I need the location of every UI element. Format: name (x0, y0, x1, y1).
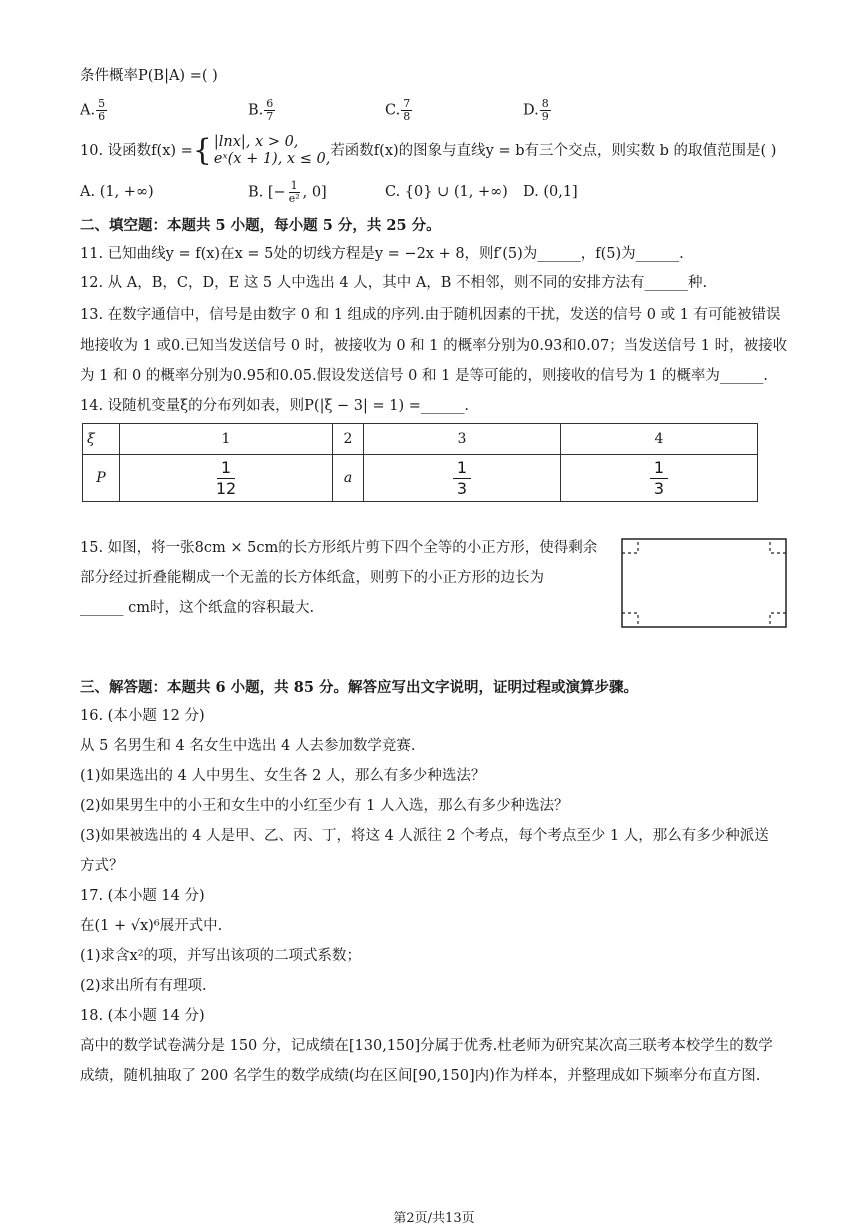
fraction: $\frac{1}{12}$ (215, 457, 237, 498)
q14-question: 14. 设随机变量ξ的分布列如表，则P(|ξ − 3| = 1) =______. (80, 398, 470, 414)
table-cell: 1 (120, 424, 333, 455)
q9-option-a[interactable] (80, 98, 108, 123)
option-fraction: $\frac{6}{7}$ (266, 97, 274, 123)
q13-line-3: 为 1 和 0 的概率分别为0.95和0.05.假设发送信号 0 和 1 是等可能的，则接收的信号为 1 的概率为______. (80, 368, 769, 384)
table-cell: P (83, 455, 120, 502)
q16-part-3-cont: 方式？ (80, 858, 124, 874)
q11-question: 11. 已知曲线y = f(x)在x = 5处的切线方程是y = −2x + 8，则f′(5)为______，f(5)为______. (80, 246, 684, 262)
option-fraction: $\frac{8}{9}$ (541, 97, 549, 123)
q16-part-3: (3)如果被选出的 4 人是甲、乙、丙、丁，将这 4 人派往 2 个考点，每个考点至少 1 人，那么有多少种派送 (80, 828, 769, 844)
q13-line-1: 13. 在数字通信中，信号是由数字 0 和 1 组成的序列.由于随机因素的干扰，发送的信号 0 或 1 有可能被错误 (80, 307, 781, 323)
q10-option-c[interactable]: C. {0} ∪ (1, +∞) (385, 184, 508, 200)
q17-part-2: (2)求出所有有理项. (80, 978, 207, 994)
page-footer: 第2页/共13页 (393, 1211, 475, 1226)
q10-suffix: 若函数f(x)的图象与直线y = b有三个交点，则实数 b 的取值范围是( ) (330, 143, 777, 159)
option-label: B. (248, 102, 264, 119)
table-cell: 3 (364, 424, 561, 455)
q9-option-b[interactable] (248, 98, 276, 123)
q10-question (80, 133, 776, 169)
q15-line-1: 15. 如图，将一张8cm × 5cm的长方形纸片剪下四个全等的小正方形，使得剩余 (80, 540, 598, 556)
q15-line-2: 部分经过折叠能糊成一个无盖的长方体纸盒，则剪下的小正方形的边长为 (80, 570, 544, 586)
option-text-after: , 0] (302, 184, 327, 201)
q10-option-a[interactable]: A. (1, +∞) (80, 184, 154, 200)
q13-line-2: 地接收为 1 或0.已知当发送信号 0 时，被接收为 0 和 1 的概率分别为0.93和0.07；当发送信号 1 时，被接收 (80, 338, 788, 354)
q9-condition-text: 条件概率P(B|A) =( ) (80, 68, 218, 84)
q10-prefix: 10. 设函数f(x) = (80, 143, 193, 159)
q17-header: 17. (本小题 14 分) (80, 888, 205, 904)
paper-cut-figure (620, 537, 790, 631)
distribution-table (82, 423, 758, 502)
q16-header: 16. (本小题 12 分) (80, 708, 205, 724)
q10-options (80, 180, 800, 210)
q17-line: 在(1 + √x)⁶展开式中. (80, 918, 223, 934)
q9-option-c[interactable] (385, 98, 413, 123)
option-fraction: $\frac{7}{8}$ (403, 97, 411, 123)
fraction: $\frac{1}{3}$ (453, 458, 471, 499)
q16-part-2: (2)如果男生中的小王和女生中的小红至少有 1 人入选，那么有多少种选法？ (80, 798, 569, 814)
option-fraction: $\frac{1}{\text{e²}}$ (288, 179, 300, 205)
option-fraction: $\frac{5}{6}$ (98, 97, 106, 123)
table-cell: 4 (561, 424, 758, 455)
q12-question: 12. 从 A，B，C，D，E 这 5 人中选出 4 人，其中 A，B 不相邻，则不同的安排方法有______种. (80, 275, 708, 291)
q17-part-1: (1)求含x²的项，并写出该项的二项式系数； (80, 948, 362, 964)
q15-line-3: ______ cm时，这个纸盒的容积最大. (80, 600, 315, 616)
piece-case-2: eˣ(x + 1), x ≤ 0, (213, 151, 331, 167)
table-cell: 2 (333, 424, 364, 455)
section-2-title: 二、填空题：本题共 5 小题，每小题 5 分，共 25 分。 (80, 217, 441, 234)
option-text: B. [− (248, 184, 286, 201)
section-3-title: 三、解答题：本题共 6 小题，共 85 分。解答应写出文字说明，证明过程或演算步骤。 (80, 679, 638, 696)
option-label: A. (80, 102, 96, 119)
piecewise-cases (214, 134, 330, 168)
table-cell (120, 455, 333, 502)
q18-line-1: 高中的数学试卷满分是 150 分，记成绩在[130,150]分属于优秀.杜老师为研究某次高三联考本校学生的数学 (80, 1038, 773, 1054)
q9-options (80, 98, 800, 128)
q9-option-d[interactable] (523, 98, 552, 123)
table-cell: ξ (83, 424, 120, 455)
q16-line: 从 5 名男生和 4 名女生中选出 4 人去参加数学竞赛. (80, 738, 416, 754)
q10-option-b[interactable] (248, 180, 327, 205)
piece-case-1: |lnx|, x > 0, (213, 134, 299, 150)
option-label: D. (523, 102, 539, 119)
q10-option-d[interactable]: D. (0,1] (523, 184, 578, 200)
fraction: $\frac{1}{3}$ (650, 458, 668, 499)
table-row (83, 455, 758, 502)
piecewise-brace: { (192, 133, 212, 168)
table-cell: a (333, 455, 364, 502)
table-cell (364, 455, 561, 502)
option-label: C. (385, 102, 401, 119)
table-row (83, 424, 758, 455)
table-cell (561, 455, 758, 502)
q18-line-2: 成绩，随机抽取了 200 名学生的数学成绩(均在区间[90,150]内)作为样本，并整理成如下频率分布直方图. (80, 1068, 761, 1084)
q16-part-1: (1)如果选出的 4 人中男生、女生各 2 人，那么有多少种选法？ (80, 768, 486, 784)
q18-header: 18. (本小题 14 分) (80, 1008, 205, 1024)
